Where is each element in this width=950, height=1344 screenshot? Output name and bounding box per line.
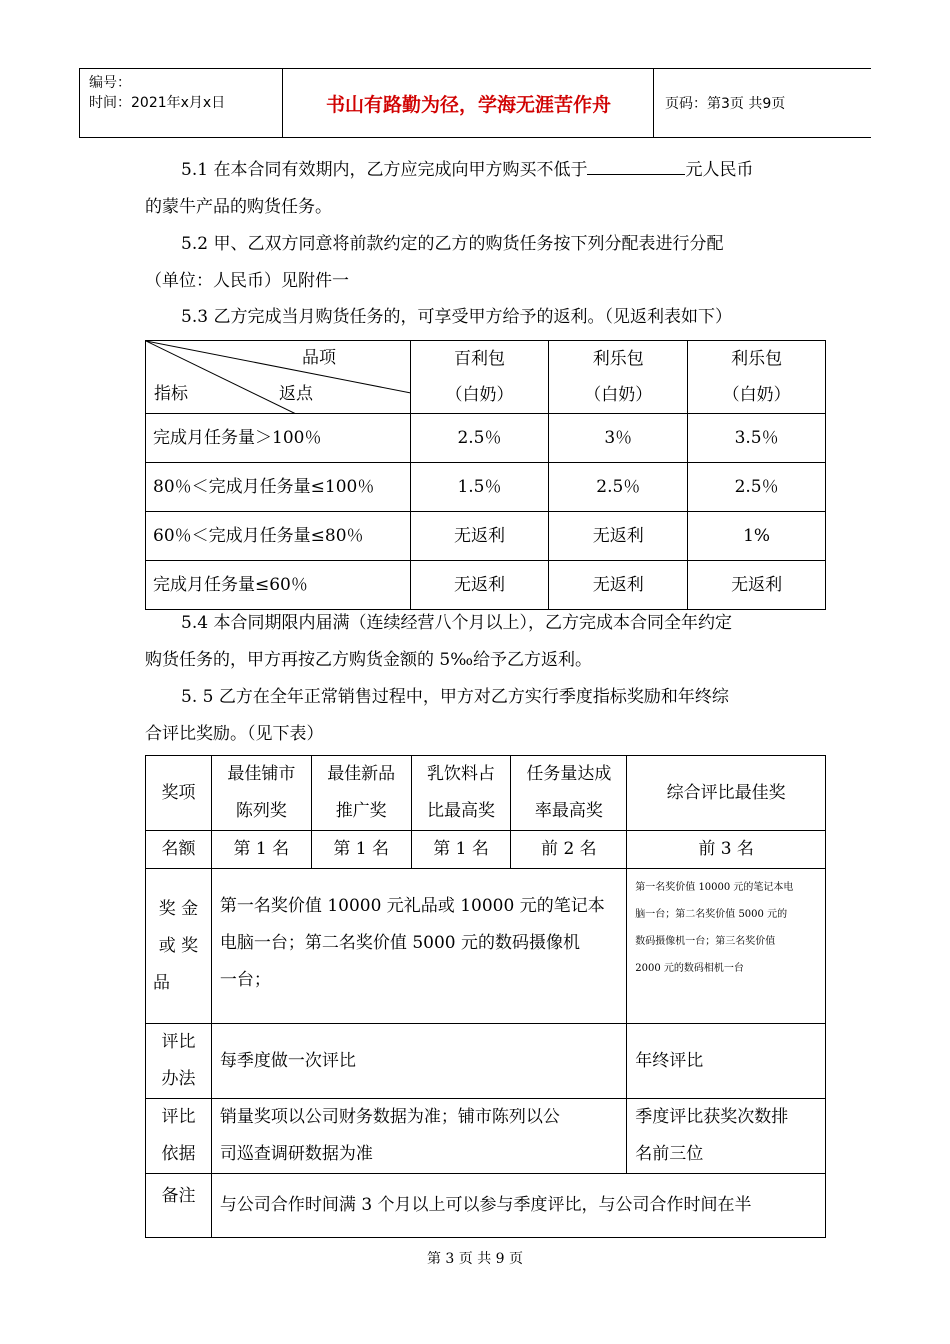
- table-cell: 第 1 名: [411, 831, 511, 869]
- table-row: [146, 1024, 826, 1099]
- column-header: 百利包 （白奶）: [410, 341, 549, 414]
- prize-annual: 第一名奖价值 10000 元的笔记本电 脑一台；第二名奖价值 5000 元的 数码摄像机一台；第三名奖价值 2000 元的数码相机一台: [627, 869, 826, 1024]
- clause-text: 5.4 本合同期限内届满（连续经营八个月以上），乙方完成本合同全年约定: [181, 613, 732, 633]
- page-footer: 第 3 页 共 9 页: [426, 1251, 524, 1267]
- table-row: [146, 463, 826, 512]
- note-text: 与公司合作时间满 3 个月以上可以参与季度评比，与公司合作时间在半: [211, 1174, 825, 1238]
- row-label: 评比 办法: [146, 1024, 212, 1099]
- clause-text: 5. 5 乙方在全年正常销售过程中，甲方对乙方实行季度指标奖励和年终综: [181, 687, 729, 707]
- clause-text: （单位：人民币）见附件一: [145, 271, 349, 291]
- table-cell: 1%: [688, 512, 826, 561]
- method-quarterly: 每季度做一次评比: [211, 1024, 626, 1099]
- column-header: 最佳新品 推广奖: [311, 756, 411, 831]
- table-row: [146, 561, 826, 610]
- column-header: 利乐包 （白奶）: [549, 341, 688, 414]
- amount-blank: [587, 152, 685, 175]
- table-cell: 无返利: [410, 512, 549, 561]
- table-row: [146, 1174, 826, 1238]
- table-cell: 无返利: [549, 561, 688, 610]
- table-cell: 1.5％: [410, 463, 549, 512]
- clause-text: 的蒙牛产品的购货任务。: [145, 197, 332, 217]
- row-label: 80％＜完成月任务量≤100％: [146, 463, 411, 512]
- row-label: 奖 金 或 奖 品: [146, 869, 212, 1024]
- row-label: 备注: [146, 1174, 212, 1238]
- page-header: [79, 68, 871, 138]
- table-row: [146, 414, 826, 463]
- clause-5-4: [145, 605, 825, 679]
- table-header-row: [146, 756, 826, 831]
- corner-label-item: 品项: [302, 348, 336, 368]
- table-cell: 2.5％: [688, 463, 826, 512]
- row-label: 60％＜完成月任务量≤80％: [146, 512, 411, 561]
- method-annual: 年终评比: [627, 1024, 826, 1099]
- column-header: 最佳铺市 陈列奖: [211, 756, 311, 831]
- clause-5-2: [145, 226, 825, 300]
- clause-text: 5.2 甲、乙双方同意将前款约定的乙方的购货任务按下列分配表进行分配: [181, 234, 724, 254]
- document-time: 时间：2021年x月x日: [89, 95, 226, 111]
- table-cell: 前 3 名: [627, 831, 826, 869]
- prize-quarterly: 第一名奖价值 10000 元礼品或 10000 元的笔记本 电脑一台；第二名奖价值 5000 元的数码摄像机 一台；: [211, 869, 626, 1024]
- column-header: 奖项: [146, 756, 212, 831]
- basis-quarterly: 销量奖项以公司财务数据为准；铺市陈列以公 司巡查调研数据为准: [211, 1099, 626, 1174]
- table-cell: 2.5％: [410, 414, 549, 463]
- clause-text: 5.3 乙方完成当月购货任务的，可享受甲方给予的返利。（见返利表如下）: [181, 307, 732, 327]
- table-cell: 3.5％: [688, 414, 826, 463]
- rebate-table: [145, 340, 826, 610]
- table-cell: 无返利: [549, 512, 688, 561]
- table-header-row: [146, 341, 826, 414]
- header-divider: [282, 69, 283, 137]
- award-table: [145, 755, 826, 1238]
- column-header: 利乐包 （白奶）: [688, 341, 826, 414]
- diagonal-header-cell: [146, 341, 411, 414]
- column-header: 综合评比最佳奖: [627, 756, 826, 831]
- row-label: 完成月任务量≤60％: [146, 561, 411, 610]
- table-cell: 3％: [549, 414, 688, 463]
- header-divider: [653, 69, 654, 137]
- header-border-left: [79, 69, 80, 137]
- clause-text: 5.1 在本合同有效期内，乙方应完成向甲方购买不低于: [181, 160, 588, 180]
- column-header: 任务量达成 率最高奖: [511, 756, 627, 831]
- row-label: 完成月任务量＞100％: [146, 414, 411, 463]
- corner-label-indicator: 指标: [154, 384, 188, 404]
- row-label: 名额: [146, 831, 212, 869]
- table-row: [146, 869, 826, 1024]
- table-cell: 第 1 名: [311, 831, 411, 869]
- table-row: [146, 1099, 826, 1174]
- table-cell: 前 2 名: [511, 831, 627, 869]
- table-cell: 2.5％: [549, 463, 688, 512]
- document-number-label: 编号：: [89, 75, 131, 91]
- clause-text: 元人民币: [685, 160, 754, 180]
- column-header: 乳饮料占 比最高奖: [411, 756, 511, 831]
- table-cell: 第 1 名: [211, 831, 311, 869]
- header-page-number: 页码：第3页 共9页: [665, 96, 786, 112]
- basis-annual: 季度评比获奖次数排 名前三位: [627, 1099, 826, 1174]
- table-cell: 无返利: [410, 561, 549, 610]
- table-row: [146, 831, 826, 869]
- header-meta: [89, 73, 225, 113]
- table-cell: 无返利: [688, 561, 826, 610]
- header-motto: 书山有路勤为径，学海无涯苦作舟: [325, 93, 611, 116]
- clause-5-3: [145, 299, 825, 336]
- clause-text: 合评比奖励。（见下表）: [145, 724, 324, 744]
- corner-label-rebate: 返点: [279, 384, 313, 404]
- table-row: [146, 512, 826, 561]
- clause-text: 购货任务的，甲方再按乙方购货金额的 5‰给予乙方返利。: [145, 650, 593, 670]
- clause-5-5: [145, 679, 825, 753]
- clause-5-1: [145, 152, 825, 226]
- row-label: 评比 依据: [146, 1099, 212, 1174]
